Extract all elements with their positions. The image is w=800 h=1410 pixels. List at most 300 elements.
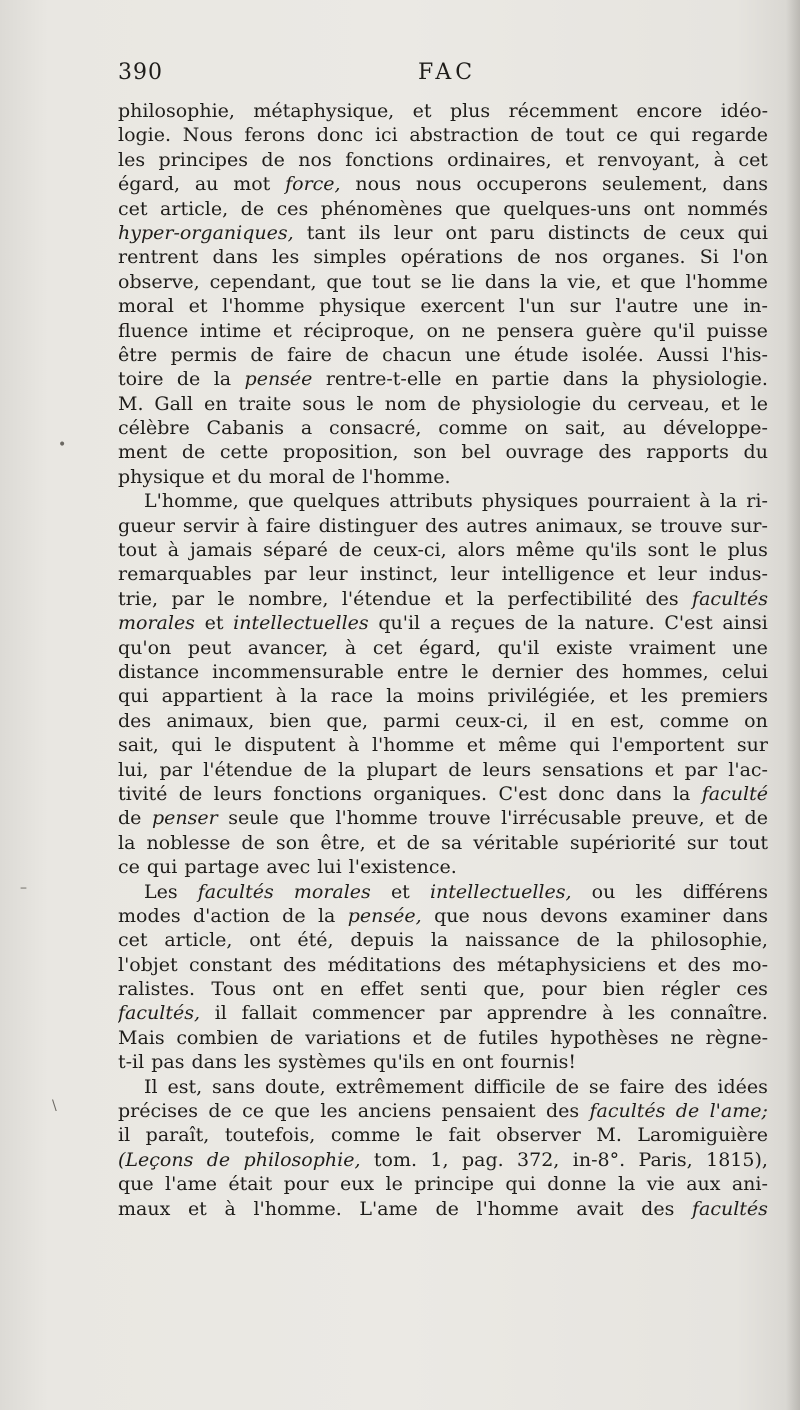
italic-word: hyper-organiques, bbox=[118, 221, 294, 244]
word: l'un bbox=[519, 295, 555, 318]
word: le bbox=[750, 392, 768, 415]
italic-word: facultés bbox=[692, 587, 768, 610]
word: faire bbox=[287, 343, 332, 366]
text-line bbox=[118, 294, 768, 318]
word: Cabanis bbox=[206, 417, 284, 440]
word: parmi bbox=[383, 709, 440, 732]
word: distance bbox=[118, 660, 200, 683]
word: que bbox=[248, 490, 284, 513]
word: sans bbox=[212, 1075, 256, 1098]
text-line bbox=[118, 636, 768, 660]
word: apprendre bbox=[486, 1002, 588, 1025]
word: par bbox=[439, 1002, 472, 1025]
word: à bbox=[344, 636, 357, 659]
page-header bbox=[118, 60, 768, 96]
text-line bbox=[118, 319, 768, 343]
word: in-8°. bbox=[572, 1148, 626, 1171]
word: Nous bbox=[182, 124, 233, 147]
word: des bbox=[645, 587, 679, 610]
word: que bbox=[434, 904, 470, 927]
word: eux bbox=[339, 1173, 375, 1196]
word: principe bbox=[414, 1173, 494, 1196]
word: égard, bbox=[418, 636, 481, 659]
word: de bbox=[530, 124, 554, 147]
word: ou bbox=[591, 880, 616, 903]
text-line bbox=[118, 733, 768, 757]
word: Paris, bbox=[638, 1148, 693, 1171]
word: la bbox=[300, 685, 318, 708]
word: cette bbox=[219, 441, 269, 464]
italic-word: de bbox=[675, 1100, 700, 1123]
word: C'est bbox=[498, 782, 547, 805]
word: de bbox=[176, 368, 201, 391]
word: article, bbox=[164, 929, 233, 952]
italic-word: intellectuelles bbox=[233, 612, 369, 635]
word: puisse bbox=[706, 319, 768, 342]
word: leur bbox=[393, 221, 433, 244]
word: physiologie bbox=[471, 392, 582, 415]
word: dernier bbox=[491, 660, 563, 683]
word: cet bbox=[118, 197, 148, 220]
word: et bbox=[466, 734, 486, 757]
word: gueur bbox=[118, 514, 175, 537]
word: des bbox=[452, 953, 486, 976]
italic-word: (Leçons bbox=[118, 1148, 194, 1171]
word: de bbox=[576, 929, 600, 952]
text-line bbox=[118, 465, 768, 489]
word: en bbox=[454, 368, 479, 391]
word: cet bbox=[738, 148, 768, 171]
text-line bbox=[118, 514, 768, 538]
word: et bbox=[211, 465, 231, 488]
word: tom. bbox=[373, 1148, 418, 1171]
word: M. bbox=[596, 1124, 622, 1147]
word: la bbox=[476, 587, 495, 610]
text-line bbox=[118, 709, 768, 733]
word: se bbox=[588, 1075, 610, 1098]
word: sont bbox=[647, 539, 689, 562]
word: l'emportent bbox=[612, 734, 725, 757]
word: de bbox=[517, 246, 541, 269]
text-line bbox=[118, 99, 768, 123]
italic-word: facultés bbox=[197, 880, 274, 903]
word: le bbox=[415, 1124, 434, 1147]
word: examiner bbox=[620, 904, 711, 927]
word: nous bbox=[482, 904, 528, 927]
word: abstraction bbox=[409, 124, 519, 147]
word: métaphysique, bbox=[253, 100, 395, 122]
word: les bbox=[118, 148, 146, 171]
word: ont bbox=[272, 978, 304, 1001]
word: la bbox=[430, 929, 449, 952]
italic-word: morales bbox=[118, 612, 195, 635]
word: connaître. bbox=[669, 1002, 768, 1025]
word: par bbox=[684, 758, 718, 781]
word: à bbox=[699, 490, 711, 513]
word: servir bbox=[182, 514, 239, 537]
text-line bbox=[118, 880, 768, 904]
word: organes. bbox=[602, 246, 686, 269]
word: comme bbox=[438, 417, 508, 440]
word: ralistes. bbox=[118, 978, 195, 1001]
word: isolée. bbox=[581, 343, 644, 366]
word: Il bbox=[144, 1075, 158, 1098]
word: de bbox=[448, 758, 472, 781]
word: il bbox=[118, 1124, 131, 1147]
word: ceux bbox=[679, 221, 725, 244]
word: la bbox=[557, 612, 576, 635]
word: nommés bbox=[687, 197, 768, 220]
text-line bbox=[118, 1099, 768, 1123]
word: combien bbox=[176, 1026, 259, 1049]
word: lui, bbox=[118, 758, 149, 781]
word: commencer bbox=[311, 1002, 425, 1025]
word: regarde bbox=[691, 124, 768, 147]
word: ainsi bbox=[722, 612, 768, 635]
word: sur bbox=[686, 831, 718, 854]
word: séparé bbox=[263, 539, 328, 562]
word: et bbox=[626, 563, 646, 586]
word: difficile bbox=[473, 1075, 546, 1098]
word: égard, bbox=[118, 173, 181, 196]
text-line bbox=[118, 1075, 768, 1099]
text-line bbox=[118, 806, 768, 830]
word: à bbox=[713, 148, 725, 171]
word: dans bbox=[722, 904, 768, 927]
word: trouve bbox=[428, 807, 491, 830]
word: qu'on bbox=[118, 636, 172, 659]
margin-dash-icon: – bbox=[20, 880, 27, 896]
word: de bbox=[643, 221, 667, 244]
word: sensations bbox=[542, 758, 644, 781]
word: ont bbox=[445, 221, 477, 244]
word: alors bbox=[457, 539, 506, 562]
word: réciproque, bbox=[303, 319, 415, 342]
word: bel bbox=[461, 441, 491, 464]
word: paraît, bbox=[145, 1124, 210, 1147]
italic-word: facultés bbox=[589, 1100, 666, 1123]
word: physiques bbox=[481, 490, 579, 513]
word: ici bbox=[374, 124, 398, 147]
word: et bbox=[611, 270, 631, 293]
word: ment bbox=[118, 441, 168, 464]
word: qu'il bbox=[378, 612, 421, 635]
word: la bbox=[317, 904, 336, 927]
text-line bbox=[118, 684, 768, 708]
word: instinct, bbox=[359, 563, 439, 586]
text-line bbox=[118, 270, 768, 294]
word: ordinaires, bbox=[447, 148, 552, 171]
word: est, bbox=[167, 1075, 203, 1098]
word: maux bbox=[118, 1197, 171, 1220]
word: de bbox=[331, 465, 356, 488]
word: l'autre bbox=[615, 295, 679, 318]
word: régler bbox=[660, 978, 720, 1001]
word: Tous bbox=[211, 978, 257, 1001]
word: qui bbox=[118, 685, 149, 708]
word: race bbox=[330, 685, 374, 708]
text-line bbox=[118, 562, 768, 586]
word: 372, bbox=[517, 1148, 560, 1171]
word: comme bbox=[659, 709, 730, 732]
word: pensera bbox=[496, 319, 574, 342]
word: du bbox=[743, 441, 768, 464]
word: seule bbox=[228, 807, 279, 830]
word: L'ame bbox=[359, 1197, 418, 1220]
word: de bbox=[338, 539, 363, 562]
word: devons bbox=[540, 904, 608, 927]
word: pas bbox=[151, 1051, 185, 1074]
word: par bbox=[159, 758, 193, 781]
word: tout bbox=[371, 270, 411, 293]
word: les bbox=[272, 246, 300, 269]
word: dans bbox=[212, 246, 259, 269]
word: à bbox=[167, 539, 180, 562]
word: de bbox=[744, 807, 768, 830]
word: le bbox=[214, 734, 232, 757]
word: a bbox=[429, 612, 442, 635]
word: l'étendue bbox=[203, 758, 293, 781]
word: les bbox=[243, 1051, 272, 1074]
word: qui bbox=[649, 124, 681, 147]
text-line bbox=[118, 148, 768, 172]
word: toire bbox=[118, 368, 164, 391]
word: de bbox=[269, 1026, 294, 1049]
word: leur bbox=[658, 563, 697, 586]
word: ce bbox=[242, 1100, 264, 1123]
word: et bbox=[187, 1197, 207, 1220]
word: l'homme bbox=[476, 1197, 559, 1220]
word: mot bbox=[233, 173, 271, 196]
word: de bbox=[118, 807, 142, 830]
word: l'his- bbox=[722, 343, 768, 366]
word: que, bbox=[326, 709, 369, 732]
word: était bbox=[228, 1173, 273, 1196]
word: Laromiguière bbox=[637, 1124, 768, 1147]
word: une bbox=[732, 636, 768, 659]
word: in- bbox=[743, 295, 768, 318]
italic-word: philosophie, bbox=[243, 1148, 361, 1171]
word: des bbox=[641, 1197, 675, 1220]
text-line bbox=[118, 1123, 768, 1147]
word: peut bbox=[187, 636, 232, 659]
text-line bbox=[118, 831, 768, 855]
text-line bbox=[118, 416, 768, 440]
word: le bbox=[385, 1173, 403, 1196]
word: qu'il bbox=[653, 319, 696, 342]
word: de bbox=[250, 343, 274, 366]
word: que bbox=[289, 807, 325, 830]
word: Mais bbox=[118, 1026, 165, 1049]
word: phénomènes bbox=[320, 197, 443, 220]
word: et bbox=[657, 953, 677, 976]
word: tant bbox=[306, 221, 346, 244]
word: dans bbox=[484, 270, 531, 293]
word: de bbox=[241, 831, 265, 854]
word: au bbox=[622, 417, 647, 440]
word: ont bbox=[643, 197, 675, 220]
word: indus- bbox=[709, 563, 768, 586]
word: développe- bbox=[663, 417, 768, 440]
word: qu'il bbox=[497, 636, 540, 659]
word: la bbox=[621, 368, 640, 391]
word: disputent bbox=[244, 734, 336, 757]
word: dans bbox=[722, 173, 768, 196]
word: se bbox=[631, 514, 653, 537]
word: ceux-ci, bbox=[455, 709, 529, 732]
word: jamais bbox=[189, 539, 253, 562]
word: fallait bbox=[241, 1002, 298, 1025]
word: observe, bbox=[118, 270, 200, 293]
word: existe bbox=[555, 636, 613, 659]
word: de bbox=[178, 782, 203, 805]
word: et bbox=[390, 880, 410, 903]
word: encore bbox=[636, 100, 703, 122]
word: bien bbox=[269, 709, 312, 732]
word: celui bbox=[721, 660, 768, 683]
word: proposition, bbox=[282, 441, 399, 464]
word: 1815), bbox=[706, 1148, 768, 1171]
word: idéo- bbox=[720, 100, 768, 122]
word: fluence bbox=[118, 319, 189, 342]
margin-tick-icon: \ bbox=[52, 1098, 57, 1114]
text-line bbox=[118, 221, 768, 245]
word: L'homme, bbox=[144, 490, 239, 513]
word: chacun bbox=[382, 343, 452, 366]
word: reçues bbox=[450, 612, 515, 635]
text-line bbox=[118, 123, 768, 147]
word: faire bbox=[265, 514, 311, 537]
word: on bbox=[524, 417, 549, 440]
word: la bbox=[719, 490, 738, 513]
word: simples bbox=[313, 246, 387, 269]
word: être, bbox=[320, 831, 366, 854]
text-line bbox=[118, 855, 768, 879]
word: et bbox=[412, 1026, 432, 1049]
word: attributs bbox=[389, 490, 473, 513]
word: des bbox=[687, 953, 721, 976]
word: précises bbox=[118, 1100, 198, 1123]
word: Les bbox=[144, 880, 178, 903]
word: le bbox=[461, 660, 479, 683]
word: de bbox=[524, 612, 549, 635]
word: des bbox=[674, 1075, 708, 1098]
word: systèmes bbox=[278, 1051, 367, 1074]
text-line bbox=[118, 1148, 768, 1172]
word: de bbox=[437, 392, 461, 415]
word: et bbox=[376, 831, 396, 854]
word: pensaient bbox=[441, 1100, 536, 1123]
word: animaux, bbox=[535, 514, 624, 537]
word: futiles bbox=[478, 1026, 539, 1049]
word: sur- bbox=[730, 514, 768, 537]
word: ne bbox=[670, 1026, 694, 1049]
text-line bbox=[118, 1172, 768, 1196]
word: depuis bbox=[350, 929, 415, 952]
text-line bbox=[118, 343, 768, 367]
word: à bbox=[275, 685, 288, 708]
word: physique bbox=[118, 465, 205, 488]
word: plupart bbox=[366, 758, 438, 781]
text-line bbox=[118, 904, 768, 928]
text-line bbox=[118, 1001, 768, 1025]
word: d'action bbox=[193, 904, 270, 927]
word: la bbox=[386, 685, 404, 708]
word: ceux-ci, bbox=[372, 539, 447, 562]
word: guère bbox=[585, 319, 642, 342]
italic-word: pensée, bbox=[347, 904, 422, 927]
text-line bbox=[118, 758, 768, 782]
word: métaphysiciens bbox=[497, 953, 647, 976]
word: intelligence bbox=[501, 563, 615, 586]
word: que bbox=[455, 197, 491, 220]
word: et bbox=[720, 392, 740, 415]
word: à bbox=[246, 514, 259, 537]
word: leur bbox=[308, 563, 348, 586]
word: nous bbox=[355, 173, 402, 196]
word: récemment bbox=[508, 100, 618, 122]
italic-word: morales bbox=[293, 880, 371, 903]
word: différens bbox=[682, 880, 768, 903]
word: cet bbox=[372, 636, 403, 659]
italic-word: faculté bbox=[701, 782, 768, 805]
word: la bbox=[617, 1173, 636, 1196]
word: rapports bbox=[646, 441, 729, 464]
word: et bbox=[715, 807, 735, 830]
word: l'existence. bbox=[348, 856, 457, 879]
word: appartient bbox=[161, 685, 263, 708]
word: ferons bbox=[244, 124, 306, 147]
word: le bbox=[356, 392, 374, 415]
italic-word: l'ame; bbox=[709, 1100, 768, 1123]
word: que bbox=[640, 270, 676, 293]
word: la bbox=[213, 368, 232, 391]
word: la bbox=[672, 782, 691, 805]
word: moral bbox=[268, 465, 325, 488]
word: le bbox=[217, 587, 235, 610]
word: t-il bbox=[118, 1051, 145, 1074]
word: la bbox=[118, 831, 136, 854]
text-line bbox=[118, 172, 768, 196]
word: l'homme bbox=[371, 734, 455, 757]
word: qui bbox=[171, 734, 202, 757]
word: seulement, bbox=[601, 173, 708, 196]
word: autres bbox=[466, 514, 528, 537]
text-line bbox=[118, 245, 768, 269]
word: variations bbox=[305, 1026, 401, 1049]
word: ils bbox=[358, 221, 381, 244]
word: de bbox=[345, 343, 369, 366]
word: tivité bbox=[118, 782, 168, 805]
word: et bbox=[272, 319, 292, 342]
word: et bbox=[608, 685, 628, 708]
word: que, bbox=[483, 978, 526, 1001]
word: principes bbox=[158, 148, 248, 171]
word: rentrent bbox=[118, 246, 199, 269]
word: de bbox=[181, 441, 206, 464]
word: méditations bbox=[327, 953, 442, 976]
italic-word: de bbox=[206, 1148, 231, 1171]
word: des bbox=[598, 441, 632, 464]
word: C'est bbox=[664, 612, 713, 635]
word: l'étendue bbox=[341, 587, 432, 610]
word: logie. bbox=[118, 124, 172, 147]
word: organiques. bbox=[373, 782, 488, 805]
word: moins bbox=[416, 685, 475, 708]
word: par bbox=[171, 587, 205, 610]
word: premiers bbox=[681, 685, 768, 708]
word: qui bbox=[505, 1173, 536, 1196]
